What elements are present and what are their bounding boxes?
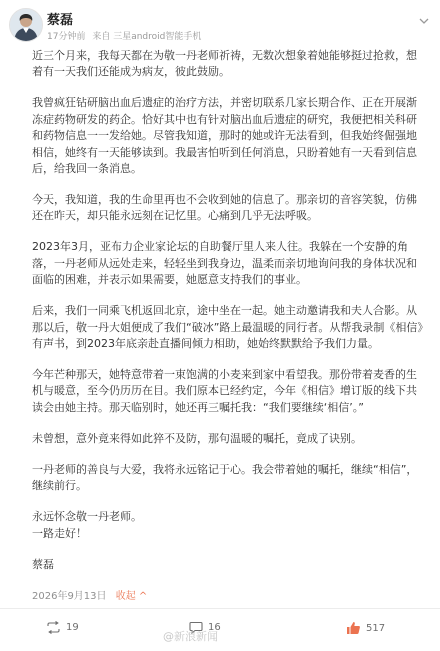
post-source: 来自 三星android智能手机 <box>92 32 202 42</box>
post-paragraph: 今年芒种那天，她特意带着一束饱满的小麦来到家中看望我。那份带着麦香的生机与暖意，至今仍历历在目。我们原本已经约定，今年《相信》增订版的线下共读会由她主持。那天临别时，她还再三嘱托我：“我们要继续‘相信’。” <box>32 368 417 414</box>
chevron-down-icon[interactable] <box>417 14 431 28</box>
repost-button[interactable] <box>46 621 79 634</box>
post-paragraph: 一丹老师的善良与大爱，我将永远铭记于心。我会带着她的嘱托，继续“相信”，继续前行。 <box>32 462 418 493</box>
post-date: 2026年9月13日 <box>32 591 107 602</box>
like-button[interactable] <box>346 621 385 635</box>
divider <box>0 608 440 609</box>
closing-line: 一路走好！ <box>32 526 87 540</box>
collapse-link[interactable]: 收起 ^ <box>115 591 148 602</box>
post-paragraph: 未曾想，意外竟来得如此猝不及防，那句温暖的嘱托，竟成了诀别。 <box>32 431 362 445</box>
action-bar <box>0 611 440 651</box>
post-header <box>0 0 440 50</box>
post-paragraph: 后来，我们一同乘飞机返回北京，途中坐在一起。她主动邀请我和夫人合影。从那以后，敬一丹大姐便成了我们“破冰”路上最温暖的同行者。从帮我录制《相信》有声书，到2023年底亲赴直播间倾力相助，她始终默默给予我们力量。 <box>32 304 423 351</box>
author-name[interactable]: 蔡磊 <box>47 13 74 28</box>
post-paragraph: 今天，我知道，我的生命里再也不会收到她的信息了。那亲切的音容笑貌，仿佛还在昨天，却只能永远刻在记忆里。心痛到几乎无法呼吸。 <box>32 193 417 223</box>
like-icon <box>346 621 361 635</box>
repost-count: 19 <box>66 622 79 633</box>
post-paragraph: 2023年3月，亚布力企业家论坛的自助餐厅里人来人往。我躲在一个安静的角落，一丹老师从远处走来，轻轻坐到我身边，温柔而亲切地询问我的身体状况和面临的困难，并表示如果需要，她愿意支持我们的事业。 <box>32 240 417 287</box>
comment-count: 16 <box>208 622 221 633</box>
post-date-row <box>32 587 147 602</box>
signature: 蔡磊 <box>32 557 54 571</box>
watermark: @新浪新闻 <box>163 630 218 643</box>
post-meta <box>47 29 201 42</box>
like-count: 517 <box>366 622 386 634</box>
repost-icon <box>46 621 61 634</box>
post-paragraph: 近三个月来，我每天都在为敬一丹老师祈祷，无数次想象着她能够挺过抢救，想着有一天我们还能成为病友，彼此鼓励。 <box>32 49 417 79</box>
post-body <box>32 48 424 573</box>
closing-line: 永远怀念敬一丹老师。 <box>32 510 142 524</box>
avatar[interactable] <box>9 8 43 42</box>
post-paragraph: 我曾疯狂钻研脑出血后遗症的治疗方法，并密切联系几家长期合作、正在开展渐冻症药物研发的药企。恰好其中也有针对脑出血后遗症的研究，我便把相关科研和药物信息一一发给她。尽管我知道，那时的她或许无法看到，但我始终倔强地相信，她终有一天能够读到。我最害怕听到任何消息，只盼着她有一天看到信息后，给我回一条消息。 <box>32 96 417 176</box>
post-time: 17分钟前 <box>47 32 86 42</box>
